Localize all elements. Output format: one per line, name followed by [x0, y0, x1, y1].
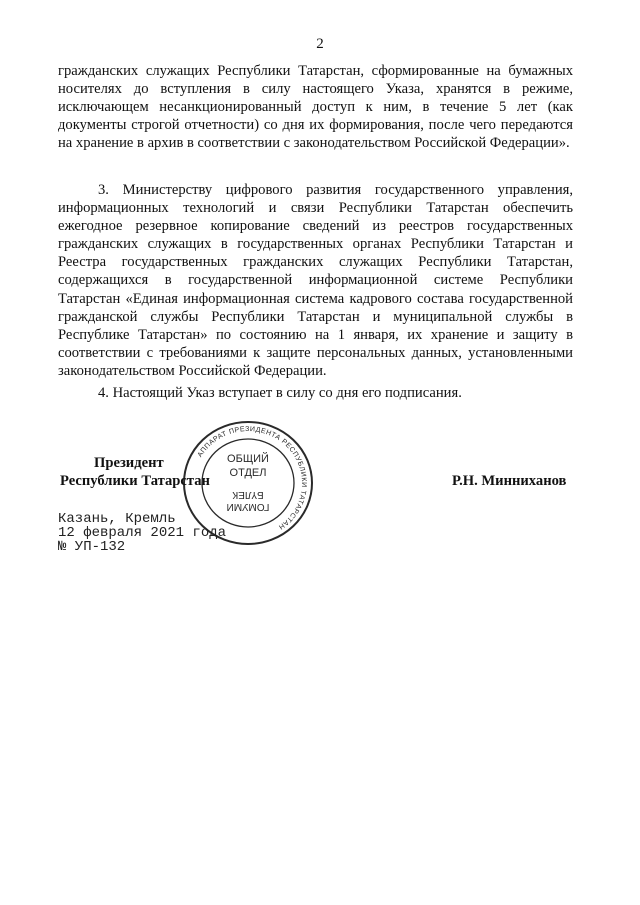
paragraph-item-3: 3. Министерству цифрового развития государственного управления, информационных технологий и связи Республики Татарстан обеспечить ежегодное резервное копирование сведений из реестров государственных гражданских служащих в государственных органах Республики Татарстан и Реестра государственных гражданских служащих Республики Татарстан, содержащихся в государственной информационной системе Республики Татарстан «Единая информационная система кадрового состава государственной гражданской службы Республики Татарстан и муниципальной службы в Республике Татарстан» по состоянию на 1 января, их хранение и защиту в соответствии с требованиями к защите персональных данных, установленными законодательством Российской Федерации.	[58, 182, 573, 379]
stamp-ring-text: АППАРАТ ПРЕЗИДЕНТА РЕСПУБЛИКИ ТАТАРСТАН	[196, 425, 308, 531]
signature-title-line1: Президент	[94, 455, 164, 471]
place-date-block	[58, 512, 226, 554]
stamp-inner-line4: БҮЛЕК	[232, 489, 264, 500]
stamp-inner-line1: ОБЩИЙ	[227, 453, 269, 465]
decree-number: № УП-132	[58, 539, 126, 555]
signature-name: Р.Н. Минниханов	[452, 473, 567, 489]
page-number: 2	[316, 36, 324, 52]
place-line: Казань, Кремль	[58, 511, 176, 527]
signature-title	[60, 454, 240, 490]
stamp-inner-line2: ОТДЕЛ	[229, 467, 267, 479]
signature-title-line2: Республики Татарстан	[60, 473, 210, 489]
date-line: 12 февраля 2021 года	[58, 525, 227, 541]
paragraph-continuation: гражданских служащих Республики Татарстан, сформированные на бумажных носителях до вступления в силу настоящего Указа, хранятся в режиме, исключающем несанкционированный доступ к ним, в течение 5 лет (как документы строгой отчетности) со дня их формирования, после чего передаются на хранение в архив в соответствии с законодательством Российской Федерации».	[58, 63, 573, 152]
paragraph-item-4: 4. Настоящий Указ вступает в силу со дня его подписания.	[98, 385, 462, 401]
stamp-inner-line3: ГОМУМИ	[226, 501, 270, 512]
